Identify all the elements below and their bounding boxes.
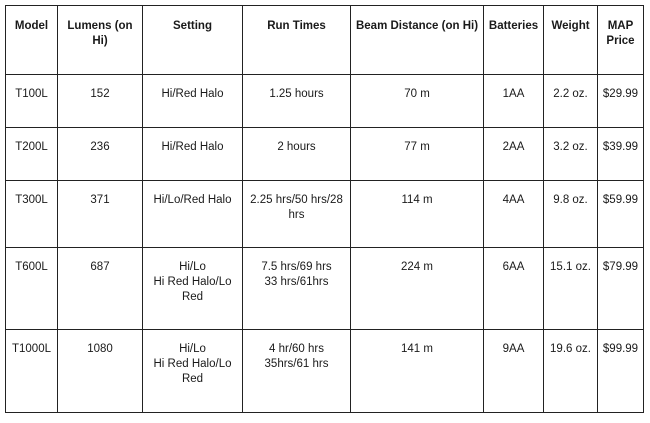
flashlight-comparison-table (5, 5, 644, 413)
cell-map-price: $59.99 (598, 181, 644, 248)
cell-map-price: $99.99 (598, 330, 644, 413)
cell-map-price: $79.99 (598, 248, 644, 330)
cell-run-times: 7.5 hrs/69 hrs 33 hrs/61hrs (243, 248, 351, 330)
cell-beam-distance: 70 m (351, 75, 484, 128)
cell-batteries: 2AA (484, 128, 544, 181)
cell-model: T300L (6, 181, 58, 248)
header-row (6, 6, 644, 75)
column-header-batteries: Batteries (484, 6, 544, 75)
cell-weight: 15.1 oz. (544, 248, 598, 330)
table-row (6, 248, 644, 330)
cell-batteries: 6AA (484, 248, 544, 330)
cell-batteries: 4AA (484, 181, 544, 248)
cell-lumens: 1080 (58, 330, 143, 413)
cell-map-price: $39.99 (598, 128, 644, 181)
cell-lumens: 152 (58, 75, 143, 128)
cell-run-times: 2 hours (243, 128, 351, 181)
column-header-lumens: Lumens (on Hi) (58, 6, 143, 75)
column-header-beam-distance: Beam Distance (on Hi) (351, 6, 484, 75)
cell-setting: Hi/Lo Hi Red Halo/Lo Red (143, 330, 243, 413)
cell-lumens: 371 (58, 181, 143, 248)
cell-run-times: 2.25 hrs/50 hrs/28 hrs (243, 181, 351, 248)
column-header-weight: Weight (544, 6, 598, 75)
cell-setting: Hi/Red Halo (143, 128, 243, 181)
cell-weight: 9.8 oz. (544, 181, 598, 248)
table-row (6, 330, 644, 413)
cell-setting: Hi/Lo Hi Red Halo/Lo Red (143, 248, 243, 330)
cell-batteries: 1AA (484, 75, 544, 128)
column-header-run-times: Run Times (243, 6, 351, 75)
cell-setting: Hi/Lo/Red Halo (143, 181, 243, 248)
table-row (6, 128, 644, 181)
cell-lumens: 687 (58, 248, 143, 330)
cell-weight: 19.6 oz. (544, 330, 598, 413)
cell-beam-distance: 114 m (351, 181, 484, 248)
cell-weight: 3.2 oz. (544, 128, 598, 181)
cell-beam-distance: 77 m (351, 128, 484, 181)
column-header-map-price: MAP Price (598, 6, 644, 75)
cell-run-times: 1.25 hours (243, 75, 351, 128)
cell-beam-distance: 141 m (351, 330, 484, 413)
cell-model: T1000L (6, 330, 58, 413)
cell-model: T200L (6, 128, 58, 181)
cell-model: T600L (6, 248, 58, 330)
cell-weight: 2.2 oz. (544, 75, 598, 128)
cell-map-price: $29.99 (598, 75, 644, 128)
cell-batteries: 9AA (484, 330, 544, 413)
cell-beam-distance: 224 m (351, 248, 484, 330)
cell-run-times: 4 hr/60 hrs 35hrs/61 hrs (243, 330, 351, 413)
cell-setting: Hi/Red Halo (143, 75, 243, 128)
column-header-setting: Setting (143, 6, 243, 75)
column-header-model: Model (6, 6, 58, 75)
table-row (6, 75, 644, 128)
cell-lumens: 236 (58, 128, 143, 181)
table-row (6, 181, 644, 248)
cell-model: T100L (6, 75, 58, 128)
